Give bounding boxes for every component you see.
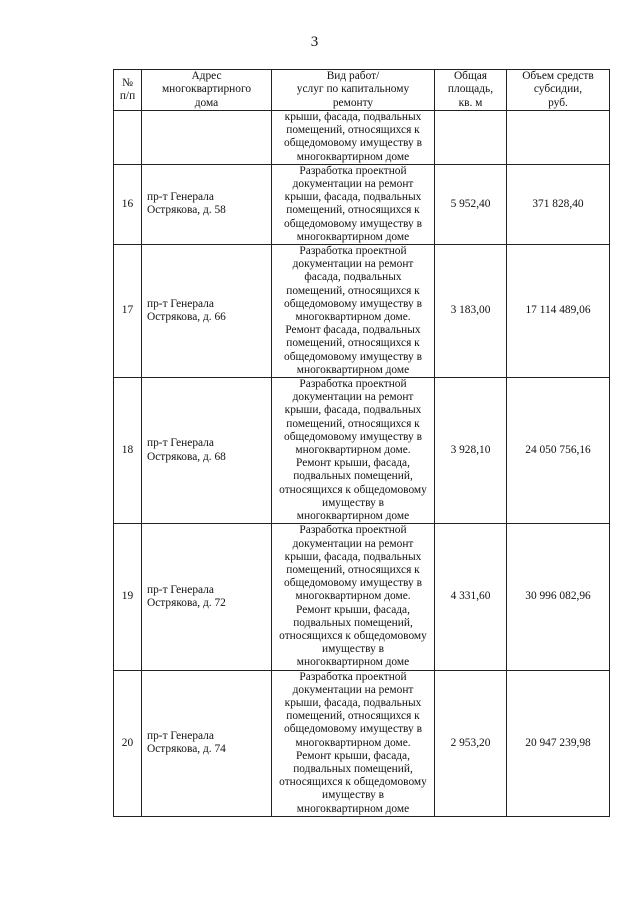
table-row (114, 378, 610, 524)
header-work: Вид работ/ услуг по капитальному ремонту (272, 70, 435, 111)
table-header-row (114, 70, 610, 111)
table-row (114, 111, 610, 165)
table-row (114, 524, 610, 670)
page-number: 3 (310, 34, 319, 50)
row-work: Разработка проектной документации на ремонт крыши, фасада, подвальных помещений, относящихся к общедомовому имуществу в многоквартирном доме. Ремонт крыши, фасада, подвальных помещений, относящихся к общедомовому имуществу в многоквартирном доме (272, 524, 435, 670)
row-address: пр-т Генерала Острякова, д. 66 (142, 245, 272, 378)
row-area: 5 952,40 (435, 164, 507, 244)
table-row (114, 164, 610, 244)
row-subsidy: 371 828,40 (507, 164, 610, 244)
row-work: Разработка проектной документации на ремонт фасада, подвальных помещений, относящихся к общедомовому имуществу в многоквартирном доме. Ремонт фасада, подвальных помещений, относящихся к общедомовому имуществу в многоквартирном доме (272, 245, 435, 378)
row-subsidy: 20 947 239,98 (507, 670, 610, 816)
subsidy-table (113, 69, 610, 817)
row-work: крыши, фасада, подвальных помещений, относящихся к общедомовому имуществу в многоквартирном доме (272, 111, 435, 165)
row-num: 16 (114, 164, 142, 244)
row-subsidy: 24 050 756,16 (507, 378, 610, 524)
row-subsidy: 17 114 489,06 (507, 245, 610, 378)
row-address: пр-т Генерала Острякова, д. 74 (142, 670, 272, 816)
row-work: Разработка проектной документации на ремонт крыши, фасада, подвальных помещений, относящихся к общедомовому имуществу в многоквартирном доме (272, 164, 435, 244)
row-address: пр-т Генерала Острякова, д. 72 (142, 524, 272, 670)
table-row (114, 245, 610, 378)
table-row (114, 670, 610, 816)
row-area: 3 183,00 (435, 245, 507, 378)
row-address: пр-т Генерала Острякова, д. 58 (142, 164, 272, 244)
row-subsidy (507, 111, 610, 165)
row-subsidy: 30 996 082,96 (507, 524, 610, 670)
row-num: 19 (114, 524, 142, 670)
row-area: 4 331,60 (435, 524, 507, 670)
row-address (142, 111, 272, 165)
row-address: пр-т Генерала Острякова, д. 68 (142, 378, 272, 524)
header-address: Адрес многоквартирного дома (142, 70, 272, 111)
row-num: 17 (114, 245, 142, 378)
row-area (435, 111, 507, 165)
row-area: 3 928,10 (435, 378, 507, 524)
row-num: 20 (114, 670, 142, 816)
header-num: № п/п (114, 70, 142, 111)
header-area: Общая площадь, кв. м (435, 70, 507, 111)
row-work: Разработка проектной документации на ремонт крыши, фасада, подвальных помещений, относящихся к общедомовому имуществу в многоквартирном доме. Ремонт крыши, фасада, подвальных помещений, относящихся к общедомовому имуществу в многоквартирном доме (272, 670, 435, 816)
header-subsidy: Объем средств субсидии, руб. (507, 70, 610, 111)
row-work: Разработка проектной документации на ремонт крыши, фасада, подвальных помещений, относящихся к общедомовому имуществу в многоквартирном доме. Ремонт крыши, фасада, подвальных помещений, относящихся к общедомовому имуществу в многоквартирном доме (272, 378, 435, 524)
row-area: 2 953,20 (435, 670, 507, 816)
row-num (114, 111, 142, 165)
row-num: 18 (114, 378, 142, 524)
